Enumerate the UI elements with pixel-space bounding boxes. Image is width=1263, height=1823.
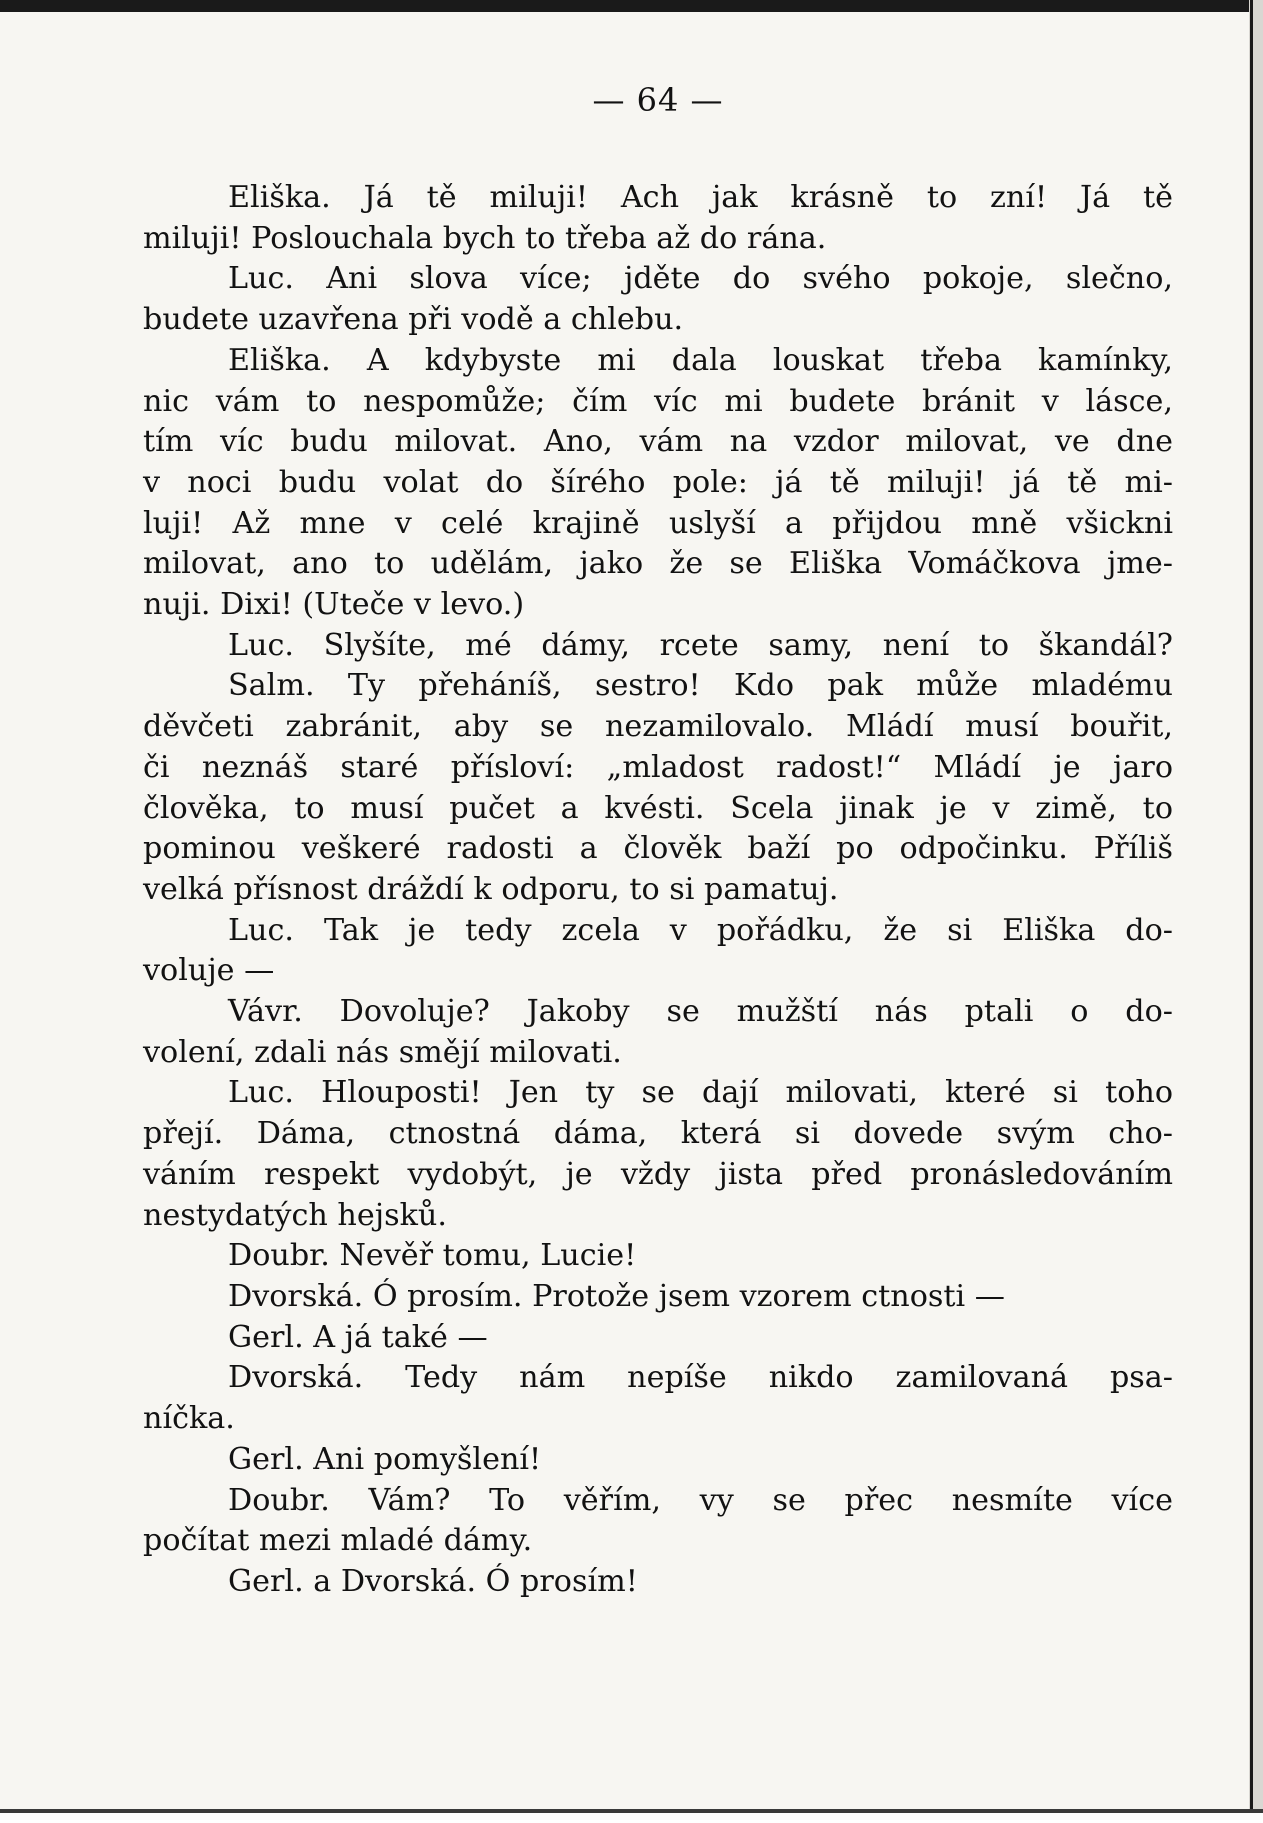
text-line: nic vám to nespomůže; čím víc mi budete bránit v lásce, [143, 383, 1173, 419]
text-line: Luc. Ani slova více; jděte do svého pokoje, slečno, [228, 261, 1173, 297]
text-line: Dvorská. Tedy nám nepíše nikdo zamilovaná psa- [228, 1360, 1173, 1396]
text-line: Doubr. Vám? To věřím, vy se přec nesmíte více [228, 1482, 1173, 1518]
text-line: miluji! Poslouchala bych to třeba až do rána. [143, 220, 827, 256]
text-line: voluje — [143, 953, 275, 989]
text-line: v noci budu volat do šírého pole: já tě miluji! já tě mi- [143, 464, 1173, 500]
text-line: Eliška. Já tě miluji! Ach jak krásně to zní! Já tě [228, 180, 1173, 215]
text-line: Eliška. A kdybyste mi dala louskat třeba kamínky, [228, 342, 1173, 378]
text-line: počítat mezi mladé dámy. [143, 1523, 533, 1559]
text-line: níčka. [143, 1401, 235, 1437]
text-line: Luc. Slyšíte, mé dámy, rcete samy, není to škandál? [228, 627, 1173, 663]
scan-right-edge [1250, 0, 1253, 1823]
book-page [143, 78, 1173, 1603]
text-block [143, 178, 1173, 1603]
text-line: Luc. Hlouposti! Jen ty se dají milovati, které si toho [228, 1075, 1173, 1111]
text-line: nuji. Dixi! (Uteče v levo.) [143, 587, 525, 623]
text-line: Gerl. Ani pomyšlení! [228, 1441, 542, 1477]
text-line: či neznáš staré přísloví: „mladost radost!“ Mládí je jaro [143, 749, 1173, 785]
text-line: přejí. Dáma, ctnostná dáma, která si dovede svým cho- [143, 1116, 1173, 1152]
text-line: budete uzavřena při vodě a chlebu. [143, 302, 684, 338]
scan-bottom-margin [0, 1813, 1263, 1823]
text-line: člověka, to musí pučet a kvésti. Scela jinak je v zimě, to [143, 790, 1173, 826]
text-line: volení, zdali nás smějí milovati. [143, 1034, 622, 1070]
text-line: Gerl. a Dvorská. Ó prosím! [228, 1563, 638, 1599]
text-line: Vávr. Dovoluje? Jakoby se mužští nás ptali o do- [228, 994, 1173, 1030]
text-line: váním respekt vydobýt, je vždy jista před pronásledováním [143, 1156, 1173, 1192]
text-line: Luc. Tak je tedy zcela v pořádku, že si Eliška do- [228, 912, 1173, 948]
text-line: luji! Až mne v celé krajině uslyší a přijdou mně všickni [143, 505, 1173, 541]
text-line: pominou veškeré radosti a člověk baží po odpočinku. Příliš [143, 831, 1173, 867]
text-line: Salm. Ty přeháníš, sestro! Kdo pak může mladému [228, 668, 1173, 704]
page-number: — 64 — [592, 81, 724, 119]
text-line: Gerl. A já také — [228, 1319, 488, 1355]
text-line: Doubr. Nevěř tomu, Lucie! [228, 1238, 637, 1274]
scan-top-edge [0, 0, 1263, 12]
text-line: tím víc budu milovat. Ano, vám na vzdor milovat, ve dne [143, 424, 1173, 460]
text-line: Dvorská. Ó prosím. Protože jsem vzorem ctnosti — [228, 1278, 1005, 1314]
text-line: velká přísnost dráždí k odporu, to si pamatuj. [143, 871, 839, 907]
text-line: děvčeti zabránit, aby se nezamilovalo. Mládí musí bouřit, [143, 709, 1173, 745]
text-line: milovat, ano to udělám, jako že se Eliška Vomáčkova jme- [143, 546, 1173, 582]
text-line: nestydatých hejsků. [143, 1197, 447, 1233]
